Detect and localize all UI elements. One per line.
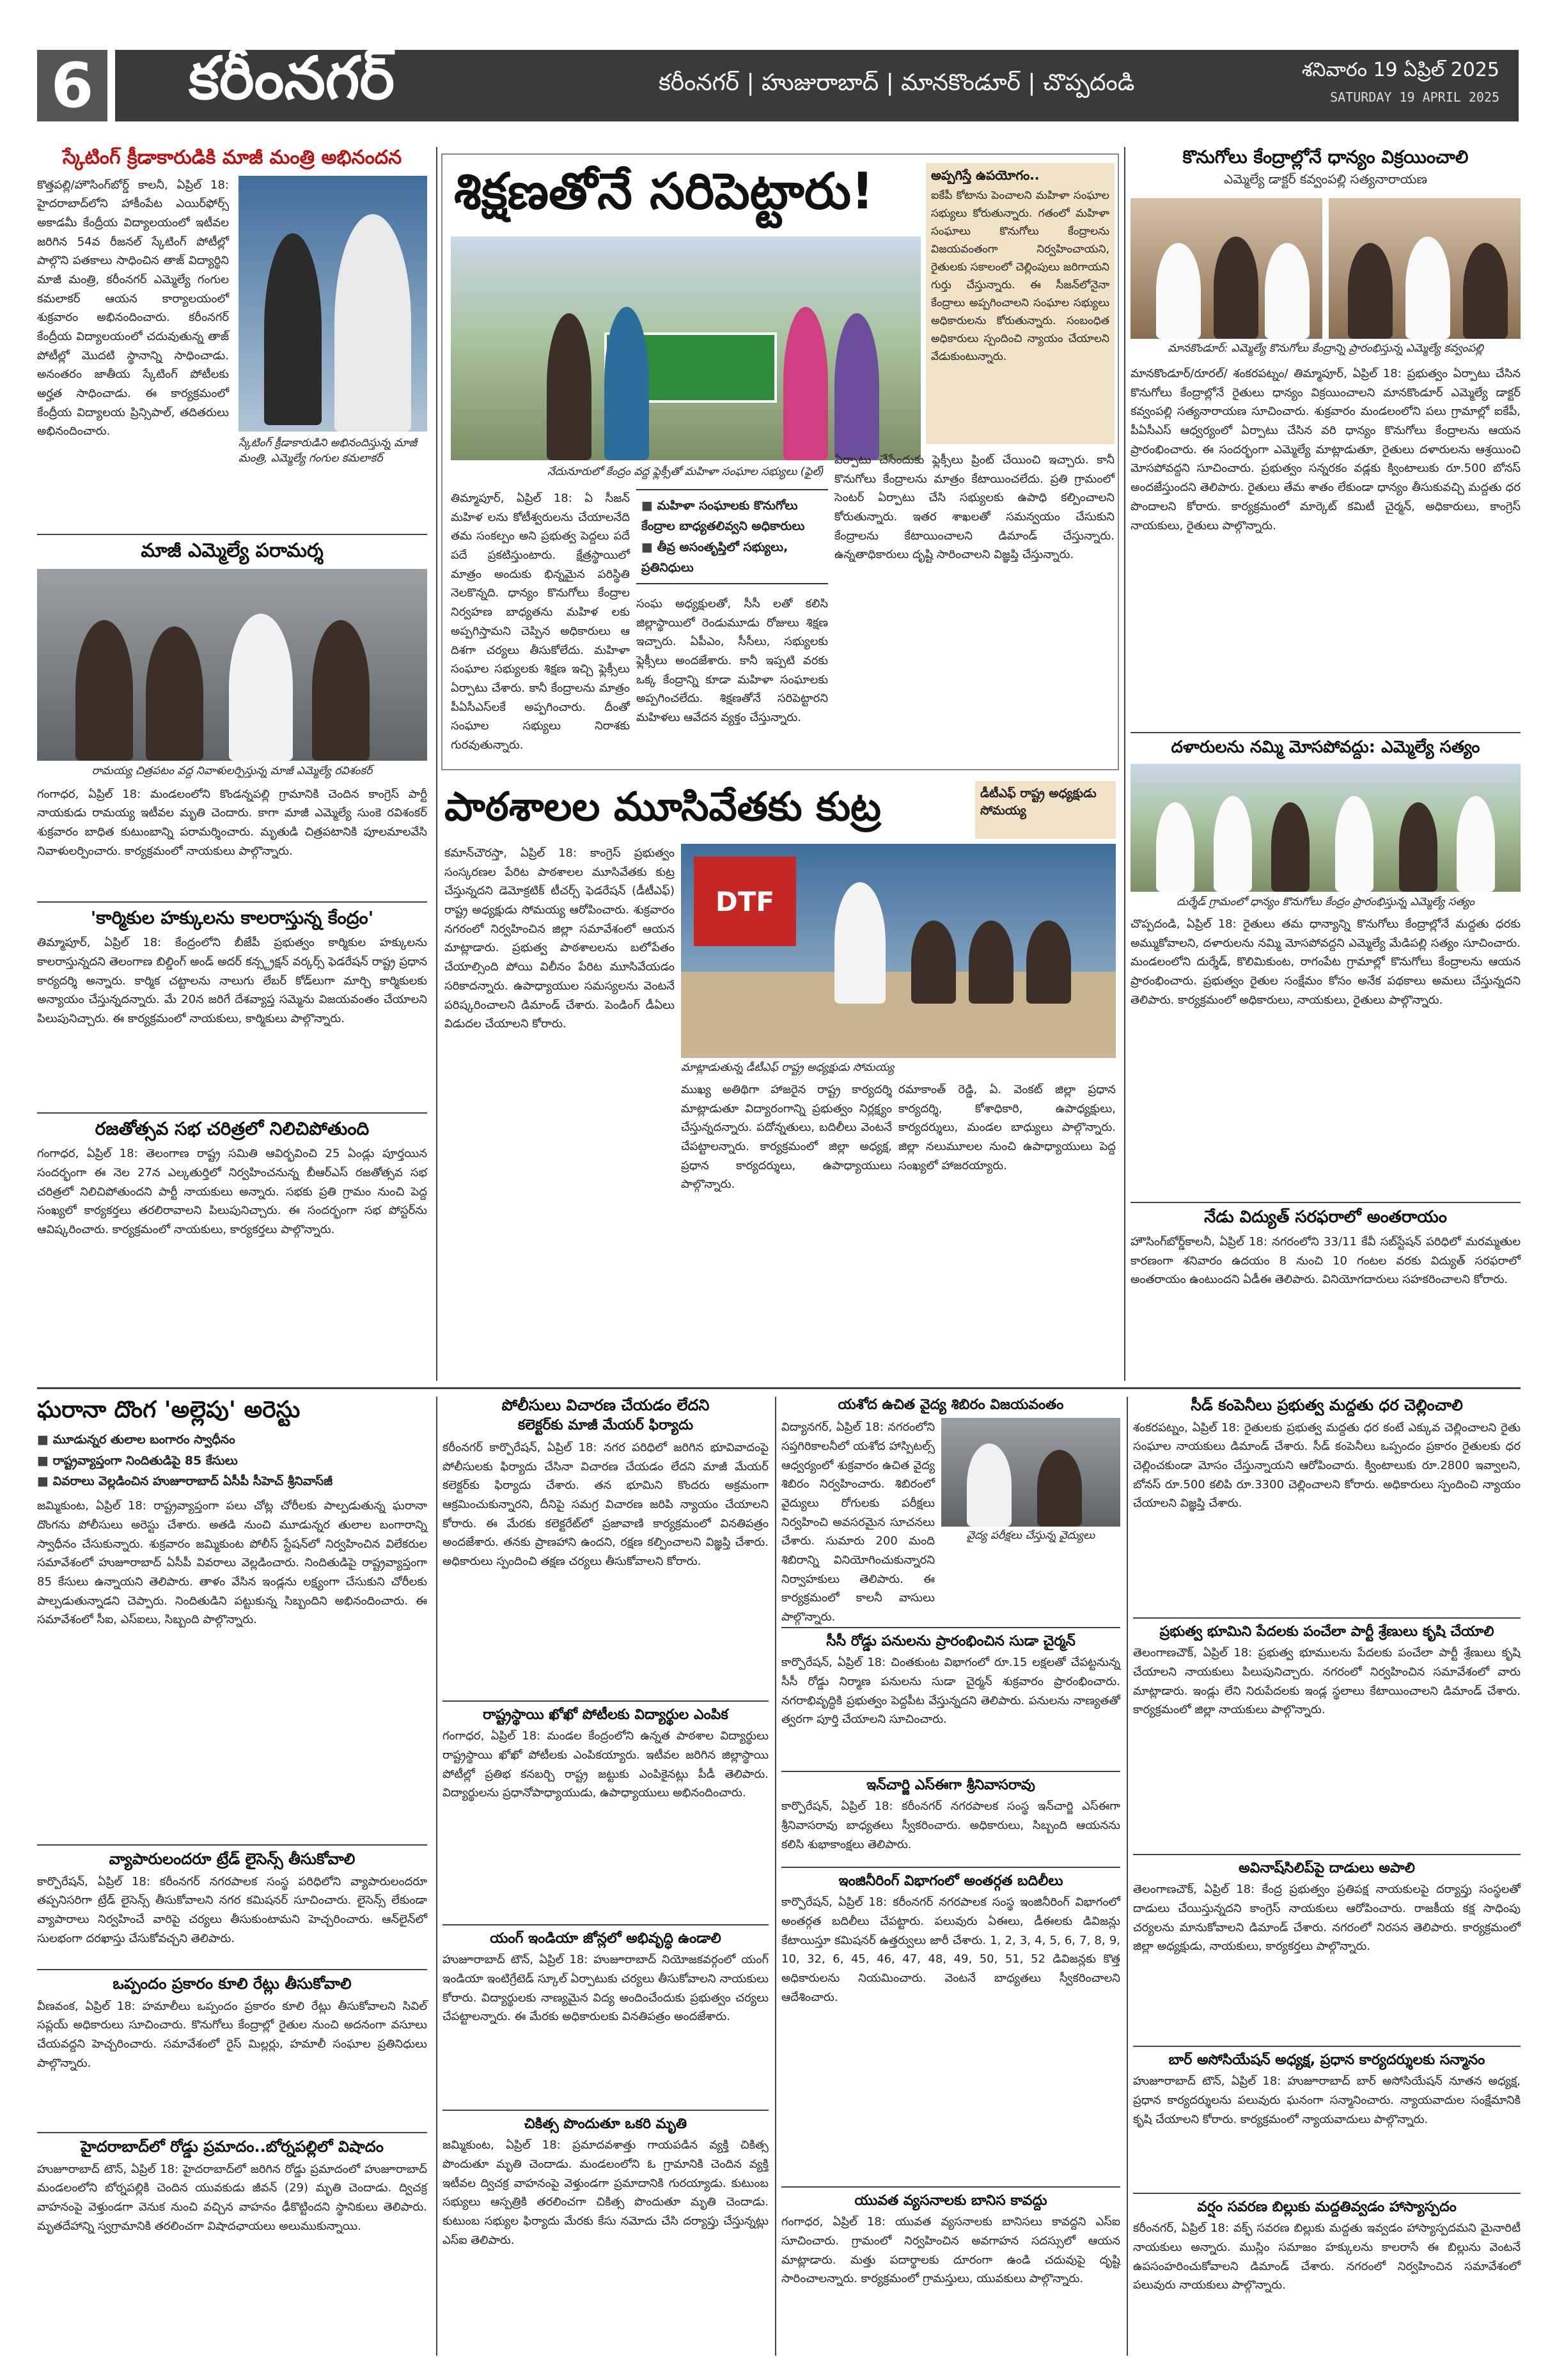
photo-caption: రామయ్య చిత్రపటం వద్ద నివాళులర్పిస్తున్న మాజీ ఎమ్మెల్యే రవిశంకర్ — [91, 764, 373, 777]
story-body: కొత్తపల్లి/హౌసింగ్‌బోర్డ్ కాలనీ, ఏప్రిల్ 18: హైదరాబాద్‌లోని హాకీంపేట ఎయిర్‌ఫోర్స్ అకాడమీ కేంద్రీయ విద్యాలయంలో ఇటీవల జరిగిన 54వ రీజనల్ స్కేటింగ్ పోటీల్లో పాల్గొని పతకాలు సాధించిన తాజ్ విద్యార్థిని మాజీ మంత్రి, కరీంనగర్ ఎమ్మెల్యే గంగుల కమలాకర్ ఆయన కార్యాలయంలో శుక్రవారం అభినందించారు. కరీంనగర్ కేంద్రీయ విద్యాలయంలో చదువుతున్న తాజ్ పోటీల్లో మొదటి స్థానాన్ని సాధించాడు. అనంతరం జాతీయ స్కేటింగ్ పోటీలకు అర్హత సాధించాడు. ఈ కార్యక్రమంలో కేంద్రీయ విద్యాలయ ప్రిన్సిపాల్, తదితరులు అభినందించారు. — [37, 178, 229, 439]
story-body: గంగాధర, ఏప్రిల్ 18: తెలంగాణ రాష్ట్ర సమితి ఆవిర్భవించి 25 ఏండ్లు పూర్తయిన సందర్భంగా ఈ నెల 27న ఎల్కతుర్తిలో నిర్వహించనున్న బీఆర్‌ఎస్ రజతోత్సవ సభ చరిత్రలో నిలిచిపోతుందని పార్టీ నాయకులు అన్నారు. సభకు ప్రతి గ్రామం నుంచి పెద్ద సంఖ్యలో కార్యకర్తలు తరలిరావాలని పిలుపునిచ్చారు. ఈ సందర్భంగా సభ పోస్టర్‌ను ఆవిష్కరించారు. కార్యక్రమంలో నాయకులు, కార్యకర్తలు పాల్గొన్నారు. — [37, 1147, 427, 1236]
headline: మాజీ ఎమ్మెల్యే పరామర్శ — [141, 540, 324, 562]
edition-title: కరీంనగర్ — [189, 44, 395, 113]
story-state-games — [442, 1707, 769, 1918]
headline: ప్రభుత్వ భూమిని పేదలకు పంచేలా పార్టీ శ్రేణులు కృషి చేయాలి — [1159, 1624, 1494, 1640]
story-trade-license — [37, 1851, 427, 1975]
story-body: హుజూరాబాద్ టౌన్, ఏప్రిల్ 18: హుజూరాబాద్ బార్ అసోసియేషన్ నూతన అధ్యక్ష, ప్రధాన కార్యదర్శులను పలువురు ఘనంగా సన్మానించారు. న్యాయవాదుల సంక్షేమానికి కృషి చేయాలని కోరారు. కార్యక్రమంలో న్యాయవాదులు పాల్గొన్నారు. — [1133, 2074, 1521, 2126]
ex-mla-photo — [37, 569, 427, 761]
subhead: ఎమ్మెల్యే డాక్టర్ కవ్వంపల్లి సత్యనారాయణ — [1224, 171, 1427, 187]
story-body: కార్పొరేషన్, ఏప్రిల్ 18: కరీంనగర్ నగరపాలక సంస్థ ఇంజినీరింగ్ విభాగంలో అంతర్గత బదిలీలు చేపట్టారు. పలువురు ఏఈలు, డీఈలకు డివిజన్లు కేటాయిస్తూ కమిషనర్ ఉత్తర్వులు జారీ చేశారు. 1, 2, 3, 4, 5, 6, 7, 8, 9, 10, 32, 6, 45, 46, 47, 48, 49, 50, 51, 52 డివిజన్లకు కొత్త అధికారులను నియమించారు. వెంటనే బాధ్యతలు స్వీకరించాలని ఆదేశించారు. — [781, 1895, 1120, 2004]
schools-body-3: రమాకాంత్ రెడ్డి, ఏ. వెంకట్ జిల్లా ప్రధాన కార్యదర్శి, కోశాధికారి, ఉపాధ్యక్షులు, కార్యదర్శులు, మండల బాధ్యులు పాల్గొన్నారు. జిల్లా నలుమూలల నుంచి ఉపాధ్యాయులు పెద్ద సంఖ్యలో హాజరయ్యారు. — [898, 1083, 1116, 1172]
siksha-caption: నేదునూరులో కేంద్రం వద్ద ఫ్లెక్సీతో మహిళా సంఘాల సభ్యులు (ఫైల్) — [547, 465, 825, 478]
schools-caption: మాట్లాడుతున్న డీటీఎఫ్ రాష్ట్ర అధ్యక్షుడు సోమయ్య — [681, 1061, 895, 1074]
headline: యంగ్ ఇండియా జోన్లలో అభివృద్ధి ఉండాలి — [490, 1931, 721, 1947]
siksha-headline: శిక్షణతోనే సరిపెట్టారు! — [454, 163, 874, 221]
story-skating — [37, 147, 427, 534]
story-health-camp — [781, 1397, 1120, 1624]
story-current — [1131, 1208, 1521, 1360]
story-workers — [37, 908, 427, 1106]
subhead: కలెక్టర్‌కు మాజీ మేయర్ ఫిర్యాదు — [517, 1417, 694, 1433]
story-avinash — [1133, 1860, 1521, 2040]
story-dalarulu — [1131, 738, 1521, 1100]
schools-body-2: ముఖ్య అతిథిగా హాజరైన రాష్ట్ర కార్యదర్శి మాట్లాడుతూ విద్యారంగాన్ని ప్రభుత్వం నిర్లక్ష్యం చేస్తున్నదన్నారు. పదోన్నతులు, బదిలీలు వెంటనే చేపట్టాలన్నారు. కార్యక్రమంలో జిల్లా అధ్యక్ష, ప్రధాన కార్యదర్శులు, ఉపాధ్యాయులు పాల్గొన్నారు. — [681, 1083, 892, 1192]
sub-editions: కరీంనగర్ | హుజురాబాద్ | మానకొండూర్ | చొప్పదండి — [659, 70, 1135, 96]
story-body: హుజూరాబాద్ టౌన్, ఏప్రిల్ 18: హుజూరాబాద్ నియోజకవర్గంలో యంగ్ ఇండియా ఇంటిగ్రేటెడ్ స్కూల్ ఏర్పాటుకు చర్యలు తీసుకోవాలని నాయకులు కోరారు. విద్యార్థులకు నాణ్యమైన విద్య అందించేందుకు ప్రభుత్వం చర్యలు చేపట్టాలన్నారు. ఈ మేరకు అధికారులకు వినతిపత్రం అందజేశారు. — [442, 1953, 769, 2024]
headline: ఇంజినీరింగ్ విభాగంలో అంతర్గత బదిలీలు — [838, 1873, 1063, 1889]
masthead — [0, 0, 1557, 136]
pullquote-1: ■ మహిళా సంఘాలకు కొనుగోలు కేంద్రాల బాధ్యతలివ్వని అధికారులు — [641, 495, 823, 537]
story-dhanyam — [1131, 146, 1521, 533]
headline: సీడ్ కంపెనీలు ప్రభుత్వ మద్దతు ధర చెల్లించాలి — [1191, 1396, 1463, 1414]
photo-caption: వైద్య పరీక్షలు చేస్తున్న వైద్యులు — [966, 1529, 1095, 1543]
story-police — [442, 1397, 769, 1700]
dhanyam-photo-2 — [1329, 198, 1521, 339]
headline: కొనుగోలు కేంద్రాల్లోనే ధాన్యం విక్రయించాలి — [1182, 146, 1469, 167]
story-panchayat — [1133, 1624, 1521, 1848]
schools-tag: డీటీఎఫ్ రాష్ట్ర అధ్యక్షుడు సోమయ్య — [975, 781, 1116, 839]
headline: బార్ అసోసియేషన్ అధ్యక్ష, ప్రధాన కార్యదర్శులకు సన్మానం — [1168, 2052, 1485, 2068]
story-seed — [1133, 1397, 1521, 1610]
masthead-band — [115, 44, 1519, 121]
headline: యువత వ్యసనాలకు బానిస కావద్దు — [854, 2193, 1047, 2209]
story-body: తెలంగాణచౌక్, ఏప్రిల్ 18: కేంద్ర ప్రభుత్వం ప్రతిపక్ష నాయకులపై దర్యాప్తు సంస్థలతో దాడులు చేయిస్తున్నదని కాంగ్రెస్ నాయకులు ఆరోపించారు. రాజకీయ కక్ష సాధింపు చర్యలను మానుకోవాలని డిమాండ్ చేశారు. నగరంలో నిరసన తెలిపారు. కార్యక్రమంలో జిల్లా అధ్యక్షుడు, నాయకులు, కార్యకర్తలు పాల్గొన్నారు. — [1133, 1883, 1521, 1954]
story-body: గంగాధర, ఏప్రిల్ 18: మండలంలోని కొండన్నపల్లి గ్రామానికి చెందిన కాంగ్రెస్ పార్టీ నాయకుడు రామయ్య ఇటీవల మృతి చెందారు. కాగా మాజీ ఎమ్మెల్యే సుంకె రవిశంకర్ శుక్రవారం బాధిత కుటుంబాన్ని పరామర్శించారు. మృతుడి చిత్రపటానికి పూలమాలవేసి నివాళులర్పించారు. కార్యక్రమంలో నాయకులు పాల్గొన్నారు. — [37, 787, 427, 858]
dtf-banner: DTF — [694, 857, 796, 946]
headline: అవినాష్‌సిలిప్‌పై దాడులు అపాలి — [1239, 1860, 1415, 1876]
story-body: హుజూరాబాద్ టౌన్, ఏప్రిల్ 18: హైదరాబాద్‌లో జరిగిన రోడ్డు ప్రమాదంలో హుజూరాబాద్ మండలంలోని బోర్నపల్లికి చెందిన యువకుడు జీవన్ (29) మృతి చెందాడు. ద్విచక్ర వాహనంపై వెళ్తుండగా వెనుక నుంచి వచ్చిన వాహనం ఢీకొట్టిందని స్థానికులు తెలిపారు. మృతదేహాన్ని స్వగ్రామానికి తరలించగా విషాదఛాయలు అలుముకున్నాయి. — [37, 2162, 427, 2233]
story-body: కరీంనగర్, ఏప్రిల్ 18: వక్ఫ్ సవరణ బిల్లుకు మద్దతు ఇవ్వడం హాస్యాస్పదమని మైనారిటీ నాయకులు అన్నారు. ముస్లిం సమాజం హక్కులను కాలరాసే ఈ బిల్లును వెంటనే ఉపసంహరించుకోవాలని డిమాండ్ చేశారు. నగరంలో నిర్వహించిన సమావేశంలో పలువురు నాయకులు పాల్గొన్నారు. — [1133, 2221, 1521, 2292]
story-body: కార్పొరేషన్, ఏప్రిల్ 18: కరీంనగర్ నగరపాలక సంస్థ ఇన్‌చార్జి ఎస్‌ఈగా శ్రీనివాసరావు బాధ్యతలు స్వీకరించారు. అధికారులు, సిబ్బంది ఆయనను కలిసి శుభాకాంక్షలు తెలిపారు. — [781, 1800, 1120, 1851]
health-camp-photo — [941, 1418, 1120, 1527]
schools-photo — [681, 844, 1116, 1058]
story-body: కార్పొరేషన్, ఏప్రిల్ 18: చింతకుంట విభాగంలో రూ.15 లక్షలతో చేపట్టనున్న సీసీ రోడ్డు నిర్మాణ పనులను సుడా చైర్మన్ శుక్రవారం ప్రారంభించారు. నగరాభివృద్ధికి ప్రభుత్వం పెద్దపీట వేస్తున్నదని తెలిపారు. పనులను నాణ్యతతో త్వరగా పూర్తి చేయాలని సూచించారు. — [781, 1656, 1120, 1727]
sidebox-header: అప్పగిస్తే ఉపయోగం.. — [931, 167, 1040, 183]
headline: హైదరాబాద్‌లో రోడ్డు ప్రమాదం..బోర్నపల్లిలో విషాదం — [81, 2138, 384, 2156]
story-paddy-bills — [1133, 2199, 1521, 2366]
siksha-photo — [451, 237, 921, 460]
headline: ఇన్‌చార్జి ఎస్‌ఈగా శ్రీనివాసరావు — [866, 1777, 1035, 1793]
story-body: గంగాధర, ఏప్రిల్ 18: మండల కేంద్రంలోని ఉన్నత పాఠశాల విద్యార్థులు రాష్ట్రస్థాయి ఖోఖో పోటీలకు ఎంపికయ్యారు. ఇటీవల జరిగిన జిల్లాస్థాయి పోటీల్లో ప్రతిభ కనబర్చి రాష్ట్ర జట్టుకు ఎంపికైనట్లు పీడీ తెలిపారు. విద్యార్థులను ప్రధానోపాధ్యాయుడు, ఉపాధ్యాయులు అభినందించారు. — [442, 1729, 769, 1800]
story-body: గంగాధర, ఏప్రిల్ 18: యువత వ్యసనాలకు బానిసలు కావద్దని ఎస్‌ఐ సూచించారు. గ్రామంలో నిర్వహించిన అవగాహన సదస్సులో ఆయన మాట్లాడారు. మత్తు పదార్థాలకు దూరంగా ఉండి చదువుపై దృష్టి సారించాలన్నారు. కార్యక్రమంలో గ్రామస్తులు, యువకులు పాల్గొన్నారు. — [781, 2215, 1120, 2286]
siksha-side-body-2: ఏర్పాటు చేసేందుకు ఫ్లెక్సీలు ప్రింట్ చేయించి ఇచ్చారు. కానీ కొనుగోలు కేంద్రాలను మాత్రం కేటాయించలేదు. ప్రతి గ్రామంలో సెంటర్ ఏర్పాటు చేసి సభ్యులకు ఉపాధి కల్పించాలని కోరుతున్నారు. ఇతర శాఖలతో సమన్వయం చేసుకుని కేంద్రాలను కేటాయించాలని డిమాండ్ చేస్తున్నారు. ఉన్నతాధికారులు దృష్టి సారించాలని విజ్ఞప్తి చేస్తున్నారు. — [834, 453, 1115, 562]
headline: వ్యాపారులందరూ ట్రేడ్ లైసెన్స్ తీసుకోవాలి — [109, 1850, 356, 1868]
story-incharge — [781, 1777, 1120, 1867]
bullet-3: ■ వివరాలు వెల్లడించిన హుజూరాబాద్ ఏసీపీ సీహెచ్ శ్రీనివాస్‌జీ — [37, 1471, 427, 1491]
story-body: మానకొండూర్/రూరల్/ శంకరపట్నం/ తిమ్మాపూర్, ఏప్రిల్ 18: ప్రభుత్వం ఏర్పాటు చేసిన కొనుగోలు కేంద్రాల్లోనే రైతులు ధాన్యం విక్రయించాలని మానకొండూర్ ఎమ్మెల్యే డాక్టర్ కవ్వంపల్లి సత్యనారాయణ సూచించారు. శుక్రవారం మండలంలోని పలు గ్రామాల్లో ఐకేపీ, పీఏసీఎస్ ఆధ్వర్యంలో ఏర్పాటు చేసిన వరి ధాన్యం కొనుగోలు కేంద్రాలను ఆయన ప్రారంభించారు. ఈ సందర్భంగా ఎమ్మెల్యే మాట్లాడుతూ, రైతులు దళారులను ఆశ్రయించి మోసపోవద్దని సూచించారు. ప్రభుత్వం సన్నరకం వడ్లకు క్వింటాలుకు రూ.500 బోనస్ అందజేస్తుందని తెలిపారు. రైతులు తేమ శాతం లేకుండా ధాన్యం తీసుకువచ్చి మద్దతు ధర పొందాలని కోరారు. కార్యక్రమంలో మార్కెట్ కమిటీ చైర్మన్, అధికారులు, కాంగ్రెస్ నాయకులు, రైతులు పాల్గొన్నారు. — [1131, 367, 1521, 533]
story-young-india — [442, 1931, 769, 2104]
story-body: విద్యానగర్, ఏప్రిల్ 18: నగరంలోని సప్తగిరికాలనీలో యశోద హాస్పిటల్స్ ఆధ్వర్యంలో శుక్రవారం ఉచిత వైద్య శిబిరం నిర్వహించారు. శిబిరంలో వైద్యులు రోగులకు పరీక్షలు నిర్వహించి అవసరమైన సూచనలు చేశారు. సుమారు 200 మంది శిబిరాన్ని వినియోగించుకున్నారని నిర్వాహకులు తెలిపారు. ఈ కార్యక్రమంలో కాలనీ వాసులు పాల్గొన్నారు. — [781, 1420, 935, 1624]
story-body: తిమ్మాపూర్, ఏప్రిల్ 18: కేంద్రంలోని బీజేపీ ప్రభుత్వం కార్మికుల హక్కులను కాలరాస్తున్నదని తెలంగాణ బిల్డింగ్ అండ్ అదర్ కన్స్ట్రక్షన్ వర్కర్స్ ఫెడరేషన్ రాష్ట్ర ప్రధాన కార్యదర్శి అన్నారు. కార్మిక చట్టాలను నాలుగు లేబర్ కోడ్‌లుగా మార్చి కార్మికులకు అన్యాయం చేస్తున్నదన్నారు. మే 20న జరిగే దేశవ్యాప్త సమ్మెను విజయవంతం చేయాలని పిలుపునిచ్చారు. ఈ కార్యక్రమంలో నాయకులు, కార్మికులు పాల్గొన్నారు. — [37, 936, 427, 1025]
headline: దళారులను నమ్మి మోసపోవద్దు: ఎమ్మెల్యే సత్యం — [1171, 738, 1480, 757]
schools-headline: పాఠశాలల మూసివేతకు కుట్ర — [444, 783, 881, 830]
siksha-body-2: సంఘ అధ్యక్షులతో, సీసీ లతో కలిసి జిల్లాస్థాయిలో రెండుమూడు రోజులు శిక్షణ ఇచ్చారు. ఏపీఎం, సీసీలు, సభ్యులకు ఫ్లెక్సీలు అందజేశారు. కానీ ఇప్పటి వరకు ఒక్క కేంద్రాన్ని కూడా మహిళా సంఘాలకు అప్పగించలేదు. శిక్షణతోనే సరిపెట్టారని మహిళలు ఆవేదన వ్యక్తం చేస్తున్నారు. — [636, 597, 828, 725]
story-body: కరీంనగర్ కార్పొరేషన్, ఏప్రిల్ 18: నగర పరిధిలో జరిగిన భూవివాదంపై పోలీసులకు ఫిర్యాదు చేసినా విచారణ చేయడం లేదని మాజీ మేయర్ కలెక్టర్‌కు ఫిర్యాదు చేశారు. తన భూమిని కొందరు అక్రమంగా ఆక్రమించుకున్నారని, దీనిపై సమగ్ర విచారణ జరిపి న్యాయం చేయాలని కోరారు. ఈ మేరకు కలెక్టరేట్‌లో ప్రజావాణి కార్యక్రమంలో వినతిపత్రం అందజేశారు. తనకు ప్రాణహాని ఉందని, రక్షణ కల్పించాలని విజ్ఞప్తి చేశారు. అధికారులు స్పందించి తక్షణ చర్యలు తీసుకోవాలని కోరారు. — [442, 1440, 769, 1569]
story-body: జమ్మికుంట, ఏప్రిల్ 18: రాష్ట్రవ్యాప్తంగా పలు చోట్ల చోరీలకు పాల్పడుతున్న ఘరానా దొంగను పోలీసులు అరెస్టు చేశారు. అతడి నుంచి మూడున్నర తులాల బంగారాన్ని స్వాధీనం చేసుకున్నారు. శుక్రవారం జమ్మికుంట పోలీస్ స్టేషన్‌లో నిర్వహించిన విలేకరుల సమావేశంలో హుజూరాబాద్ ఏసీపీ వివరాలు వెల్లడించారు. నిందితుడిపై రాష్ట్రవ్యాప్తంగా 85 కేసులు ఉన్నాయని తెలిపారు. తాళం వేసిన ఇండ్లను లక్ష్యంగా చేసుకుని చోరీలకు పాల్పడుతున్నాడని చెప్పారు. నిందితుడిని పట్టుకున్న సిబ్బందిని అభినందించారు. ఈ సమావేశంలో సీఐ, ఎస్‌ఐలు, సిబ్బంది పాల్గొన్నారు. — [37, 1499, 427, 1627]
skating-photo — [239, 176, 427, 432]
story-bar-association — [1133, 2052, 1521, 2187]
siksha-sidebox — [926, 163, 1115, 444]
story-alleppu — [37, 1397, 427, 1855]
story-ex-mla — [37, 540, 427, 903]
story-kolleru — [37, 1975, 427, 2135]
headline: వర్షం సవరణ బిల్లుకు మద్దతివ్వడం హాస్యాస్పదం — [1197, 2199, 1457, 2215]
pullquote-2: ■ తీవ్ర అసంతృప్తిలో సభ్యులు, ప్రతినిధులు — [641, 537, 823, 579]
siksha-pullquote — [636, 489, 828, 584]
story-body: హౌసింగ్‌బోర్డ్‌కాలనీ, ఏప్రిల్ 18: నగరంలోని 33/11 కేవీ సబ్‌స్టేషన్ పరిధిలో మరమ్మతుల కారణంగా శనివారం ఉదయం 8 నుంచి 10 గంటల వరకు విద్యుత్ సరఫరాలో అంతరాయం ఉంటుందని ఏడీఈ తెలిపారు. వినియోగదారులు సహకరించాలని కోరారు. — [1131, 1234, 1521, 1287]
story-road-accident — [37, 2138, 427, 2371]
story-body: వీణవంక, ఏప్రిల్ 18: హమాలీలు ఒప్పందం ప్రకారం కూలి రేట్లు తీసుకోవాలని సివిల్ సప్లయ్ అధికారులు సూచించారు. కొనుగోలు కేంద్రాల్లో రైతుల నుంచి అదనంగా వసూలు చేయవద్దని హెచ్చరించారు. సమావేశంలో రైస్ మిల్లర్లు, హమాలీ సంఘాల ప్రతినిధులు పాల్గొన్నారు. — [37, 1999, 427, 2070]
story-youth — [781, 2193, 1120, 2366]
bullet-2: ■ రాష్ట్రవ్యాప్తంగా నిందితుడిపై 85 కేసులు — [37, 1451, 427, 1471]
story-body: చొప్పదండి, ఏప్రిల్ 18: రైతులు తమ ధాన్యాన్ని కొనుగోలు కేంద్రాల్లోనే మద్దతు ధరకు అమ్ముకోవాలని, దళారులను నమ్మి మోసపోవద్దని ఎమ్మెల్యే మేడిపల్లి సత్యం సూచించారు. మండలంలోని దుర్శేడ్, కొలిమికుంట, రాగంపేట గ్రామాల్లో కొనుగోలు కేంద్రాలను ఆయన ప్రారంభించారు. ప్రభుత్వం రైతుల సంక్షేమం కోసం అనేక పథకాలు అమలు చేస్తున్నదని తెలిపారు. కార్యక్రమంలో అధికారులు, నాయకులు, రైతులు పాల్గొన్నారు. — [1131, 917, 1521, 1007]
headline: చికిత్స పొందుతూ ఒకరి మృతి — [524, 2116, 687, 2132]
photo-caption: మానకొండూర్: ఎమ్మెల్యే కొనుగోలు కేంద్రాన్ని ప్రారంభిస్తున్న ఎమ్మెల్యే కవ్వంపల్లి — [1168, 342, 1483, 355]
story-treatment-death — [442, 2116, 769, 2366]
story-body: శంకరపట్నం, ఏప్రిల్ 18: రైతులకు ప్రభుత్వ మద్దతు ధర కంటే ఎక్కువ చెల్లించాలని రైతు సంఘాల నాయకులు డిమాండ్ చేశారు. సీడ్ కంపెనీలు ఒప్పందం ప్రకారం రైతులకు ధర చెల్లించకుండా మోసం చేస్తున్నాయని ఆరోపించారు. క్వింటాలుకు రూ.2800 ఇవ్వాలని, బోనస్ రూ.500 కలిపి రూ.3300 చెల్లించాలని కోరారు. అధికారులు స్పందించి న్యాయం చేయాలని విజ్ఞప్తి చేశారు. — [1133, 1420, 1521, 1511]
headline: స్కేటింగ్ క్రీడాకారుడికి మాజీ మంత్రి అభినందన — [62, 146, 402, 169]
headline: పోలీసులు విచారణ చేయడం లేదని — [501, 1396, 710, 1414]
page-number: 6 — [37, 50, 107, 121]
story-body: తెలంగాణచౌక్, ఏప్రిల్ 18: ప్రభుత్వ భూములను పేదలకు పంచేలా పార్టీ శ్రేణులు కృషి చేయాలని నాయకులు పిలుపునిచ్చారు. నగరంలో నిర్వహించిన సమావేశంలో వారు మాట్లాడారు. ఇండ్లు లేని నిరుపేదలకు ఇండ్ల స్థలాలు కేటాయించాలని డిమాండ్ చేశారు. కార్యక్రమంలో జిల్లా నాయకులు పాల్గొన్నారు. — [1133, 1646, 1521, 1717]
headline: రాష్ట్రస్థాయి ఖోఖో పోటీలకు విద్యార్థుల ఎంపిక — [483, 1707, 728, 1723]
bullet-1: ■ మూడున్నర తులాల బంగారం స్వాధీనం — [37, 1429, 427, 1450]
story-body: జమ్మికుంట, ఏప్రిల్ 18: ప్రమాదవశాత్తు గాయపడిన వ్యక్తి చికిత్స పొందుతూ మృతి చెందాడు. మండలంలోని ఓ గ్రామానికి చెందిన వ్యక్తి ఇటీవల ద్విచక్ర వాహనంపై వెళ్తుండగా ప్రమాదానికి గురయ్యాడు. కుటుంబ సభ్యులు ఆస్పత్రికి తరలించగా చికిత్స పొందుతూ మృతి చెందాడు. కుటుంబ సభ్యుల ఫిర్యాదు మేరకు కేసు నమోదు చేసి దర్యాప్తు చేస్తున్నట్లు ఎస్‌ఐ తెలిపారు. — [442, 2138, 769, 2247]
date-telugu: శనివారం 19 ఏప్రిల్ 2025 — [1301, 59, 1499, 81]
sidebox-body: ఐకేపీ కోటాను పెంచాలని మహిళా సంఘాల సభ్యులు కోరుతున్నారు. గతంలో మహిళా సంఘాలు కొనుగోలు కేంద్రాలను విజయవంతంగా నిర్వహించాయని, రైతులకు సకాలంలో చెల్లింపులు జరిగాయని గుర్తు చేస్తున్నారు. ఈ సీజన్‌లోనైనా కేంద్రాలు అప్పగించాలని సంఘాల సభ్యులు అధికారులను కోరుతున్నారు. సంబంధిత అధికారులు స్పందించి న్యాయం చేయాలని వేడుకుంటున్నారు. — [931, 189, 1109, 364]
story-body: కార్పొరేషన్, ఏప్రిల్ 18: కరీంనగర్ నగరపాలక సంస్థ పరిధిలోని వ్యాపారులందరూ తప్పనిసరిగా ట్రేడ్ లైసెన్స్ తీసుకోవాలని నగర కమిషనర్ సూచించారు. లైసెన్స్ లేకుండా వ్యాపారాలు నిర్వహించే వారిపై చర్యలు తీసుకుంటామని హెచ్చరించారు. ఆన్‌లైన్‌లో సులభంగా దరఖాస్తు చేసుకోవచ్చని తెలిపారు. — [37, 1874, 427, 1945]
photo-caption: దుర్శేడ్ గ్రామంలో ధాన్యం కొనుగోలు కేంద్రం ప్రారంభిస్తున్న ఎమ్మెల్యే సత్యం — [1177, 895, 1475, 908]
dalarulu-photo — [1131, 764, 1521, 892]
siksha-body: తిమ్మాపూర్, ఏప్రిల్ 18: ఏ సీజన్ మహిళ లను కోటీశ్వరులను చేయాలనేది తమ సంకల్పం అని ప్రభుత్వ పెద్దలు పదే పదే ప్రకటిస్తుంటారు. క్షేత్రస్థాయిలో మాత్రం అందుకు భిన్నమైన పరిస్థితి నెలకొన్నది. ధాన్యం కొనుగోలు కేంద్రాల నిర్వహణ బాధ్యతను మహిళ లకు అప్పగిస్తామని చెప్పిన అధికారులు ఆ దిశగా చర్యలు తీసుకోలేదు. మహిళా సంఘాల సభ్యులకు శిక్షణ ఇచ్చి ఫ్లెక్సీలు ఏర్పాటు చేశారు. కానీ కేంద్రాలను మాత్రం పీఏసీఎస్‌లకే అప్పగించారు. దీంతో సంఘాల సభ్యులు నిరాశకు గురవుతున్నారు. — [451, 492, 630, 752]
story-rajathotsava — [37, 1119, 427, 1387]
story-engineering — [781, 1873, 1120, 2184]
headline: ఘరానా దొంగ 'అల్లెపు' అరెస్టు — [37, 1397, 301, 1423]
headline: 'కార్మికుల హక్కులను కాలరాస్తున్న కేంద్రం' — [90, 907, 374, 928]
dhanyam-photo-1 — [1131, 198, 1322, 339]
date-english: SATURDAY 19 APRIL 2025 — [1330, 89, 1499, 105]
headline: రజతోత్సవ సభ చరిత్రలో నిలిచిపోతుంది — [95, 1118, 370, 1139]
schools-body: కమాన్‌చౌరస్తా, ఏప్రిల్ 18: కాంగ్రెస్ ప్రభుత్వం సంస్కరణల పేరిట పాఠశాలల మూసివేతకు కుట్ర చేస్తున్నదని డెమోక్రటిక్ టీచర్స్ ఫెడరేషన్ (డీటీఎఫ్) రాష్ట్ర అధ్యక్షుడు సోమయ్య ఆరోపించారు. శుక్రవారం నగరంలో నిర్వహించిన జిల్లా సమావేశంలో ఆయన మాట్లాడారు. ప్రభుత్వ పాఠశాలలను బలోపేతం చేయాల్సింది పోయి విలీనం పేరిట మూసివేయడం సరికాదన్నారు. ఉపాధ్యాయుల సమస్యలను వెంటనే పరిష్కరించాలని డిమాండ్ చేశారు. పెండింగ్ డీఏలు విడుదల చేయాలని కోరారు. — [444, 846, 675, 1031]
story-cc-roads — [781, 1633, 1120, 1768]
photo-caption: స్కేటింగ్ క్రీడాకారుడిని అభినందిస్తున్న మాజీ మంత్రి, ఎమ్మెల్యే గంగుల కమలాకర్ — [239, 436, 418, 465]
headline: సీసీ రోడ్డు పనులను ప్రారంభించిన సుడా చైర్మన్ — [826, 1633, 1076, 1649]
headline: నేడు విద్యుత్ సరఫరాలో అంతరాయం — [1204, 1208, 1447, 1227]
headline: యశోద ఉచిత వైద్య శిబిరం విజయవంతం — [838, 1397, 1064, 1413]
headline: ఒప్పందం ప్రకారం కూలి రేట్లు తీసుకోవాలి — [113, 1975, 352, 1993]
